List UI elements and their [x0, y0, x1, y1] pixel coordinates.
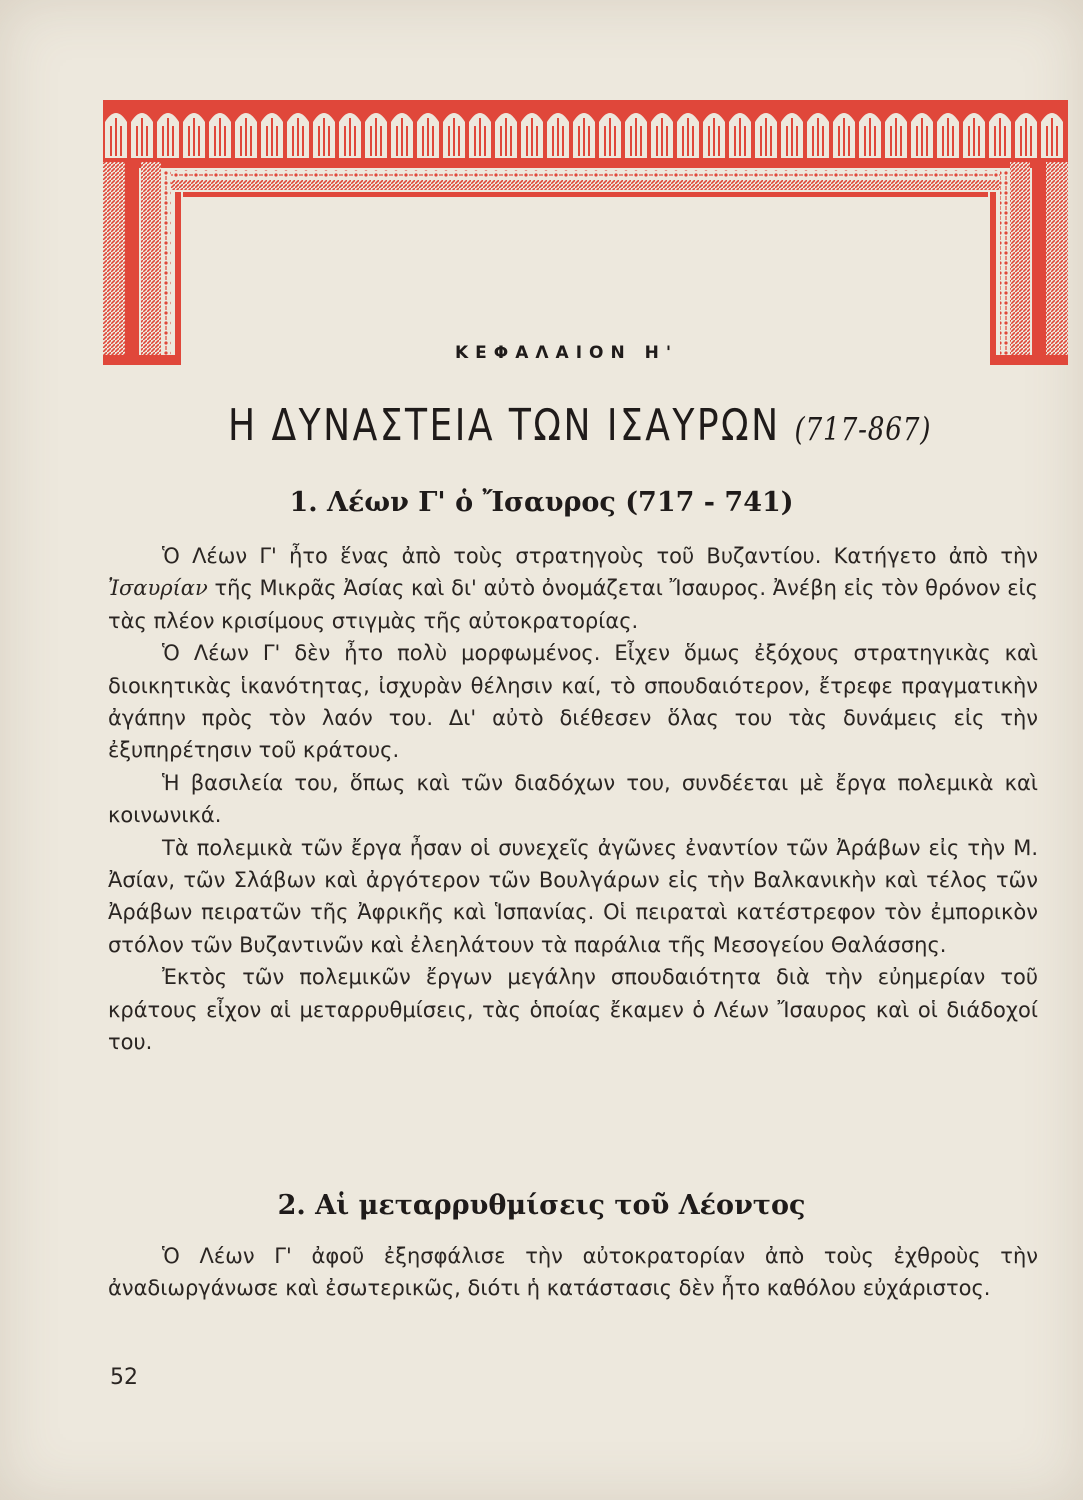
- page-number: 52: [110, 1365, 138, 1390]
- section-1-body: [108, 540, 1038, 1059]
- paragraph: Τὰ πολεμικὰ τῶν ἔργα ἦσαν οἱ συνεχεῖς ἀγῶνες ἐναντίον τῶν Ἀράβων εἰς τὴν Μ. Ἀσίαν, τῶν Σλάβων καὶ ἀργότερον τῶν Βουλγάρων εἰς τὴν Βαλκανικὴν καὶ τέλος τῶν Ἀράβων πειρατῶν τῆς Ἀφρικῆς καὶ Ἱσπανίας. Οἱ πειραταὶ κατέστρεφον τὸν ἐμπορικὸν στόλον τῶν Βυζαντινῶν καὶ ἐλεηλάτουν τὰ παράλια τῆς Μεσογείου Θαλάσσης.: [108, 835, 1038, 957]
- section-heading-2: 2. Αἱ μεταρρυθμίσεις τοῦ Λέοντος: [277, 1190, 806, 1221]
- paragraph: Ὁ Λέων Γ' ἀφοῦ ἐξησφάλισε τὴν αὐτοκρατορίαν ἀπὸ τοὺς ἐχθροὺς τὴν ἀναδιωργάνωσε καὶ ἐσωτερικῶς, διότι ἡ κατάστασις δὲν ἦτο καθόλου εὐχάριστος.: [108, 1244, 1038, 1301]
- ornament-border-icon: [103, 100, 1068, 370]
- paragraph-italic-text: Ἰσαυρίαν: [108, 576, 208, 601]
- chapter-label: ΚΕΦΑΛΑΙΟΝ Η': [455, 343, 679, 363]
- chapter-title: [228, 400, 932, 451]
- paragraph: Ὁ Λέων Γ' δὲν ἦτο πολὺ μορφωμένος. Εἶχεν ὅμως ἐξόχους στρατηγικὰς καὶ διοικητικὰς ἱκανότητας, ἰσχυρὰν θέλησιν καί, τὸ σπουδαιότερον, ἔτρεφε πραγματικὴν ἀγάπην πρὸς τὸν λαόν του. Δι' αὐτὸ διέθεσεν ὅλας του τὰς δυνάμεις εἰς τὴν ἐξυπηρέτησιν τοῦ κράτους.: [108, 641, 1038, 763]
- chapter-title-text: Η ΔΥΝΑΣΤΕΙΑ ΤΩΝ ΙΣΑΥΡΩΝ: [228, 400, 781, 451]
- paragraph: Ἡ βασιλεία του, ὅπως καὶ τῶν διαδόχων του, συνδέεται μὲ ἔργα πολεμικὰ καὶ κοινωνικά.: [108, 770, 1038, 828]
- paragraph-text: Ὁ Λέων Γ' ἦτο ἕνας ἀπὸ τοὺς στρατηγοὺς τοῦ Βυζαντίου. Κατήγετο ἀπὸ τὴν: [162, 544, 1038, 568]
- paragraph: [108, 540, 1038, 637]
- section-heading-1: 1. Λέων Γ' ὁ Ἴσαυρος (717 - 741): [289, 487, 794, 518]
- paragraph: Ἐκτὸς τῶν πολεμικῶν ἔργων μεγάλην σπουδαιότητα διὰ τὴν εὐημερίαν τοῦ κράτους εἶχον αἱ μεταρρυθμίσεις, τὰς ὁποίας ἔκαμεν ὁ Λέων Ἴσαυρος καὶ οἱ διάδοχοί του.: [108, 965, 1038, 1055]
- chapter-title-years: (717-867): [794, 410, 932, 448]
- ornamental-header-frame: [103, 100, 1068, 370]
- paragraph-text: τῆς Μικρᾶς Ἀσίας καὶ δι' αὐτὸ ὀνομάζεται Ἴσαυρος. Ἀνέβη εἰς τὸν θρόνον εἰς τὰς πλέον κρισίμους στιγμὰς τῆς αὐτοκρατορίας.: [108, 576, 1038, 633]
- section-2-body: [108, 1240, 1038, 1305]
